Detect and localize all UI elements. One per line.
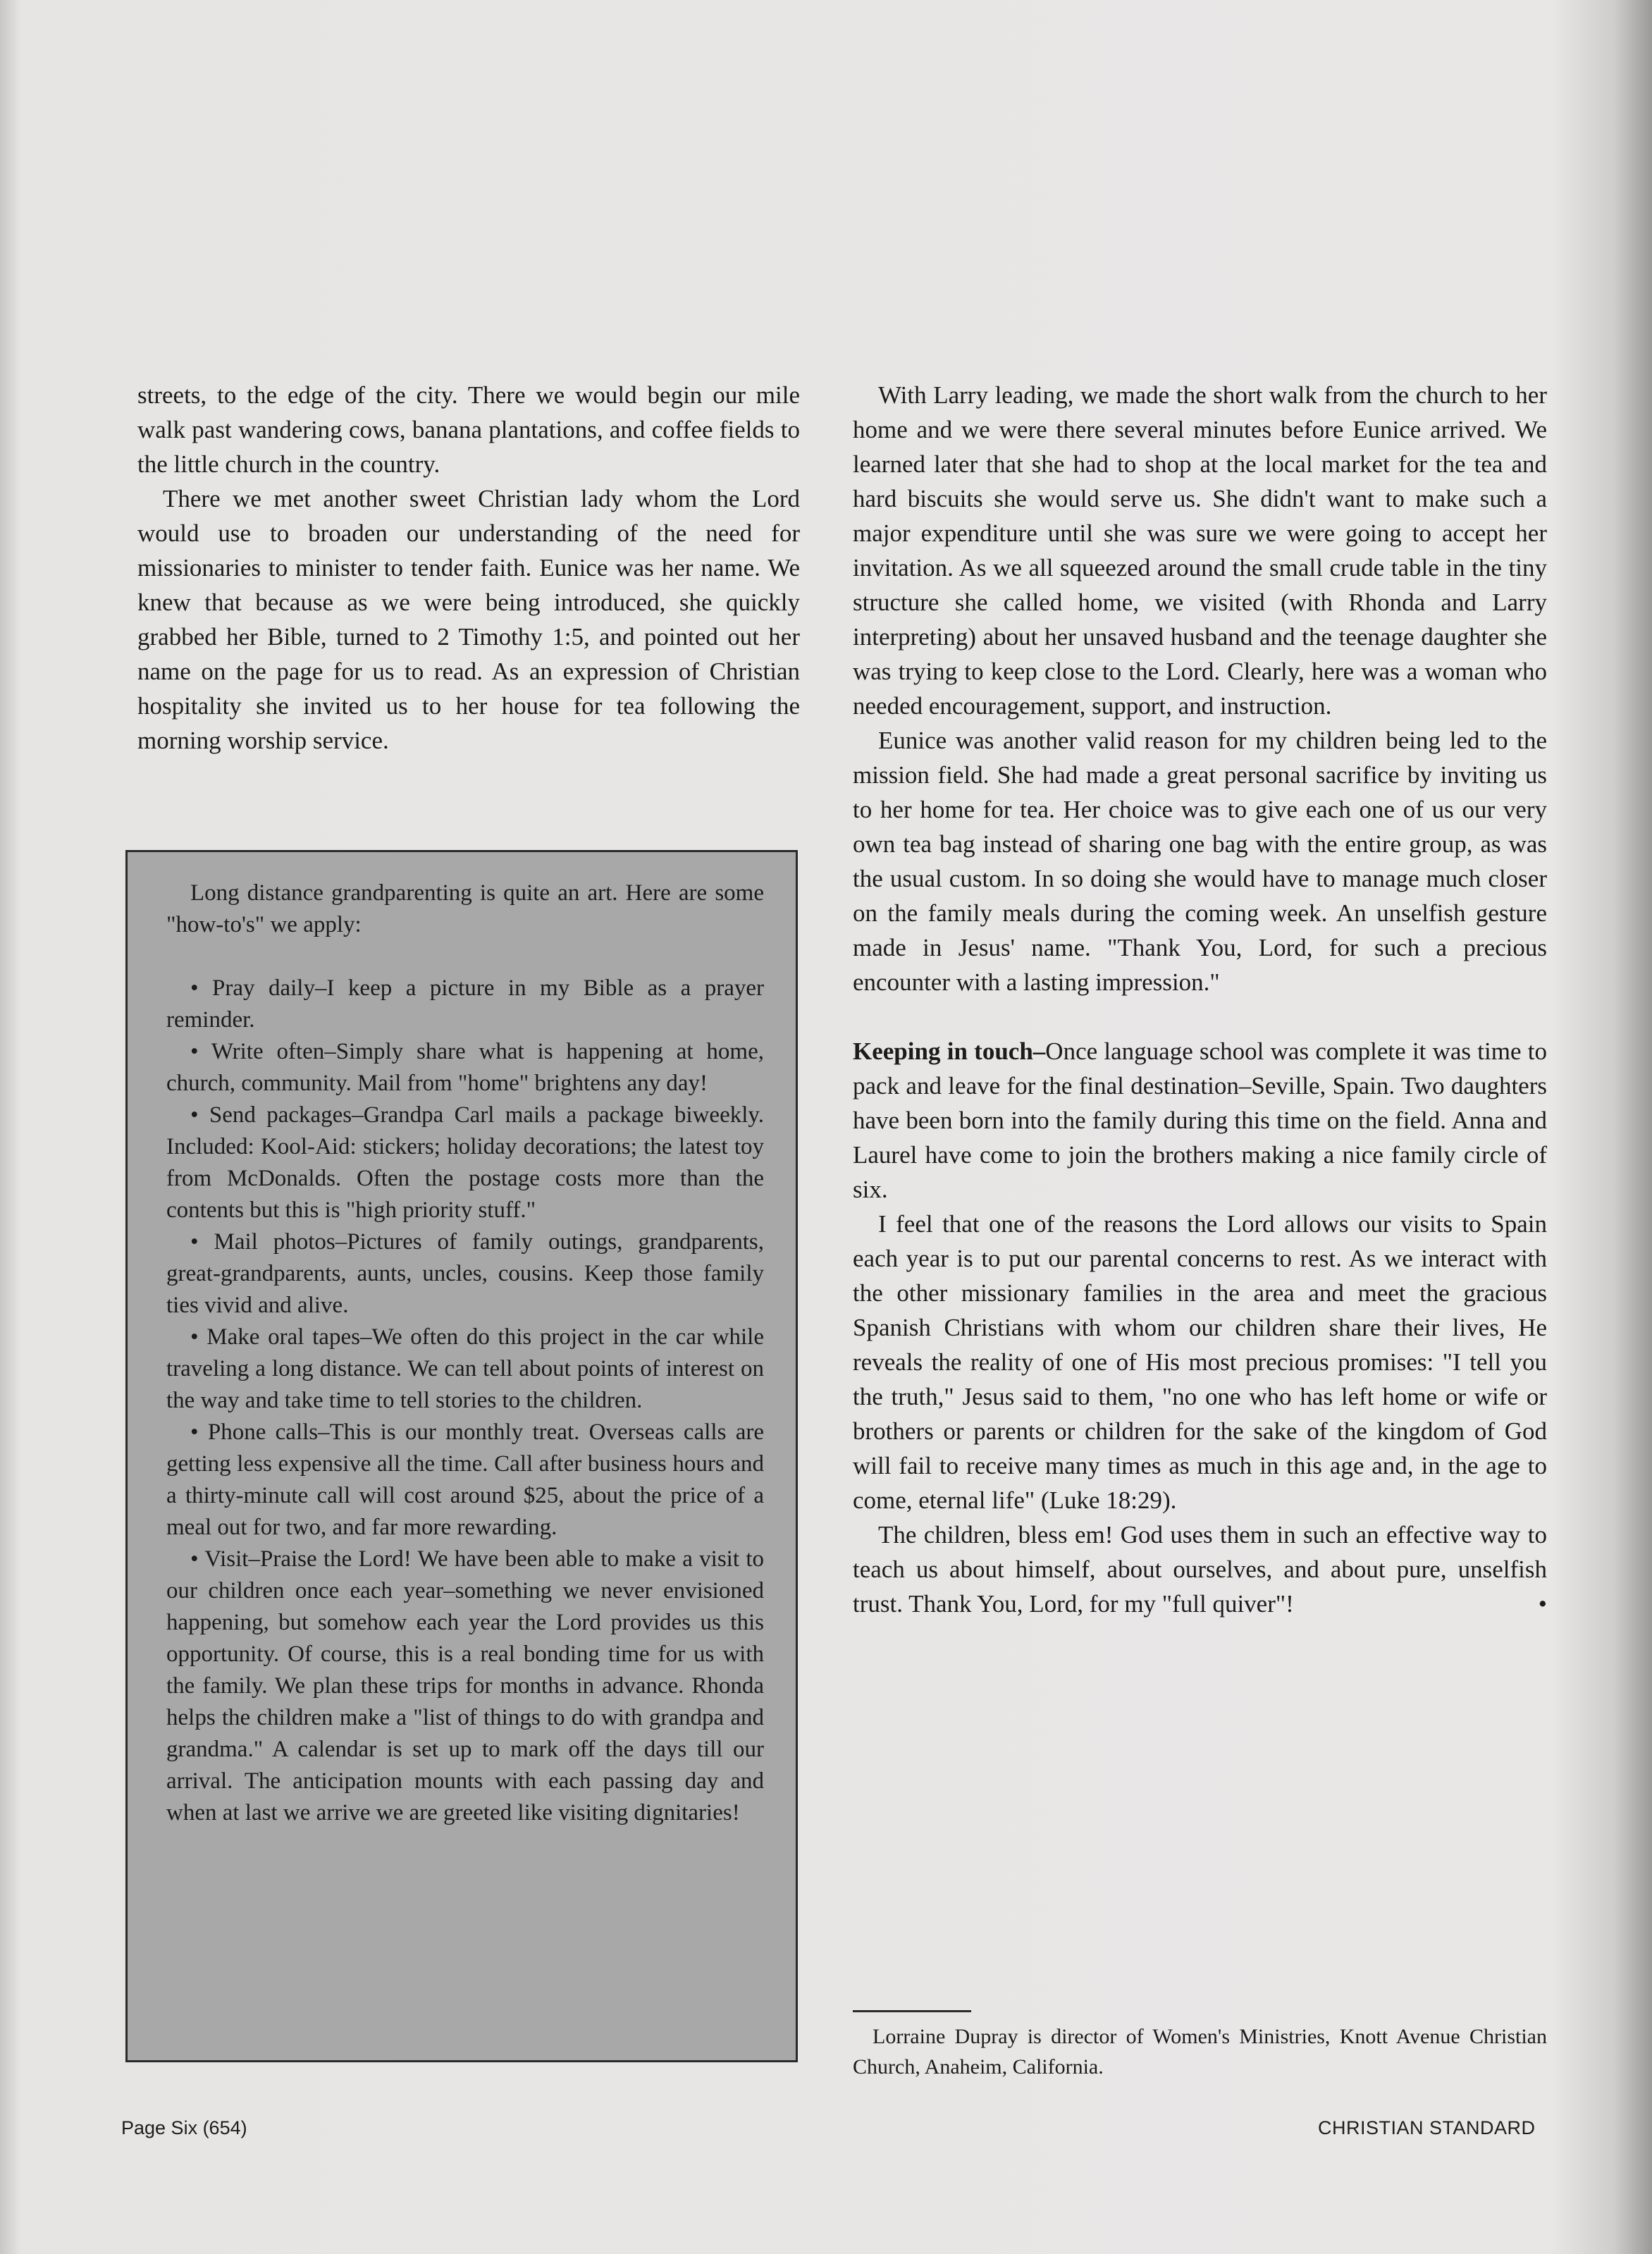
final-paragraph-text: The children, bless em! God uses them in such an effective way to teach us about himself, about ourselves, and about pure, unselfish trust. Thank You, Lord, for my "full quiver"! <box>853 1521 1547 1618</box>
section-spacer <box>853 999 1547 1034</box>
body-paragraph: I feel that one of the reasons the Lord allows our visits to Spain each year is to put our parental concerns to rest. As we interact with the other missionary families in the area and meet the gracious Spanish Christians with whom our children share their lives, He reveals the reality of one of His most precious promises: "I tell you the truth," Jesus said to them, "no one who has left home or wife or brothers or parents or children for the sake of the kingdom of God will fail to receive many times as much in this age and, in the age to come, eternal life" (Luke 18:29). <box>853 1210 1547 1514</box>
body-paragraph: Eunice was another valid reason for my children being led to the mission field. She had made a great personal sacrifice by inviting us to her home for tea. Her choice was to give each one of us our very own tea bag instead of sharing one bag with the entire group, as was the usual custom. In so doing she would have to manage much closer on the family meals during the coming week. An unselfish gesture made in Jesus' name. "Thank You, Lord, for such a precious encounter with a lasting impression." <box>853 727 1547 996</box>
final-paragraph <box>853 1517 1547 1621</box>
right-column <box>853 378 1547 1621</box>
publication-name: CHRISTIAN STANDARD <box>1318 2117 1536 2138</box>
subhead-text: Once language school was complete it was time to pack and leave for the final destination–Seville, Spain. Two daughters have been born into the family during this time on the field. Anna and Laurel have come to join the brothers making a nice family circle of six. <box>853 1037 1547 1203</box>
sidebar-tip: • Visit–Praise the Lord! We have been able to make a visit to our children once each year–something we never envisioned happening, but somehow each year the Lord provides us this opportunity. Of course, this is a real bonding time for us with the family. We plan these trips for months in advance. Rhonda helps the children make a "list of things to do with grandpa and grandma." A calendar is set up to mark off the days till our arrival. The anticipation mounts with each passing day and when at last we arrive we are greeted like visiting dignitaries! <box>166 1546 764 1825</box>
left-column <box>137 378 800 758</box>
keeping-in-touch-paragraph <box>853 1034 1547 1207</box>
sidebar-intro: Long distance grandparenting is quite an art. Here are some "how-to's" we apply: <box>166 880 764 937</box>
sidebar-tip: • Send packages–Grandpa Carl mails a package biweekly. Included: Kool-Aid: stickers; holiday decorations; the latest toy from McDonalds. Often the postage costs more than the contents but this is "high priority stuff." <box>166 1102 764 1223</box>
body-paragraph: With Larry leading, we made the short walk from the church to her home and we were there several minutes before Eunice arrived. We learned later that she had to shop at the local market for the tea and hard biscuits she would serve us. She didn't want to make such a major expenditure until she was sure we were going to accept her invitation. As we all squeezed around the small crude table in the tiny structure she called home, we visited (with Rhonda and Larry interpreting) about her unsaved husband and the teenage daughter she was trying to keep close to the Lord. Clearly, here was a woman who needed encouragement, support, and instruction. <box>853 381 1547 720</box>
sidebar-tip: • Phone calls–This is our monthly treat. Overseas calls are getting less expensive all the time. Call after business hours and a thirty-minute call will cost around $25, about the price of a meal out for two, and far more rewarding. <box>166 1419 764 1540</box>
body-paragraph: streets, to the edge of the city. There we would begin our mile walk past wandering cows, banana plantations, and coffee fields to the little church in the country. <box>137 381 800 478</box>
section-subhead: Keeping in touch– <box>853 1037 1046 1065</box>
page-number: Page Six (654) <box>121 2117 247 2138</box>
author-bio-text: Lorraine Dupray is director of Women's Ministries, Knott Avenue Christian Church, Anaheim, California. <box>853 2025 1547 2079</box>
author-bio <box>853 2021 1547 2082</box>
end-of-article-mark: • <box>1538 1590 1547 1618</box>
sidebar-tip: • Pray daily–I keep a picture in my Bible as a prayer reminder. <box>166 975 764 1033</box>
grandparenting-tips-sidebar <box>125 850 798 2062</box>
sidebar-tip: • Make oral tapes–We often do this project in the car while traveling a long distance. We can tell about points of interest on the way and take time to tell stories to the children. <box>166 1324 764 1413</box>
body-paragraph: There we met another sweet Christian lady whom the Lord would use to broaden our understanding of the need for missionaries to minister to tender faith. Eunice was her name. We knew that because as we were being introduced, she quickly grabbed her Bible, turned to 2 Timothy 1:5, and pointed out her name on the page for us to read. As an expression of Christian hospitality she invited us to her house for tea following the morning worship service. <box>137 485 800 754</box>
bio-divider <box>853 2010 971 2012</box>
sidebar-tip: • Mail photos–Pictures of family outings, grandparents, great-grandparents, aunts, uncles, cousins. Keep those family ties vivid and alive. <box>166 1229 764 1318</box>
sidebar-tip: • Write often–Simply share what is happening at home, church, community. Mail from "home" brightens any day! <box>166 1039 764 1096</box>
